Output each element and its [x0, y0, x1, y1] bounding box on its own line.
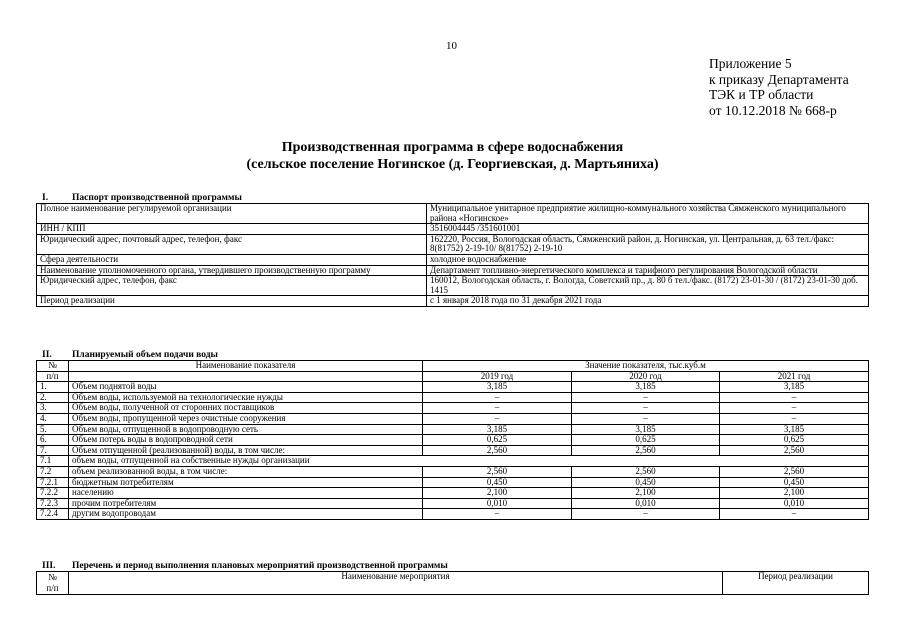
section-3-heading	[37, 561, 448, 571]
row-name: объем воды, отпущенной на собственные нужды организации	[69, 456, 869, 467]
value-cell: 3,185	[572, 424, 720, 435]
value-cell: 3,185	[572, 382, 720, 393]
value-cell: 0,010	[572, 498, 720, 509]
value-cell: 2,560	[572, 466, 720, 477]
value-cell: 2,560	[572, 445, 720, 456]
value-cell: –	[572, 392, 720, 403]
value-cell: –	[572, 509, 720, 520]
row-name: населению	[69, 488, 423, 499]
row-number: 5.	[37, 424, 69, 435]
row-number: 7.2.1	[37, 477, 69, 488]
row-name: Объем воды, полученной от сторонних поставщиков	[69, 403, 423, 414]
appendix-line-2: к приказу Департамента	[709, 71, 849, 87]
table-header-row	[37, 361, 869, 372]
section-2-number: II.	[42, 350, 52, 360]
table-row	[37, 403, 869, 414]
activities-table	[36, 571, 869, 595]
water-volume-table	[36, 360, 869, 520]
table-row	[37, 445, 869, 456]
row-number: 7.1	[37, 456, 69, 467]
value-cell: 0,625	[720, 435, 869, 446]
value-cell: –	[572, 403, 720, 414]
table-row	[37, 435, 869, 446]
passport-value: Муниципальное унитарное предприятие жилищно-коммунального хозяйства Сямженского муниципального района «Ногинское»	[427, 204, 869, 224]
column-header-activity: Наименование мероприятия	[69, 572, 723, 595]
value-cell: –	[720, 392, 869, 403]
section-3-number: III.	[42, 561, 56, 571]
table-header-row	[37, 371, 869, 382]
row-number: 7.2.2	[37, 488, 69, 499]
row-number: 2.	[37, 392, 69, 403]
value-cell: –	[423, 413, 572, 424]
table-row	[37, 509, 869, 520]
header-no-line-2: п/п	[46, 583, 59, 593]
value-cell: –	[423, 509, 572, 520]
appendix-line-4: от 10.12.2018 № 668-р	[709, 102, 837, 118]
row-name: Объем отпущенной (реализованной) воды, в том числе:	[69, 445, 423, 456]
table-row	[37, 265, 869, 276]
passport-label: Сфера деятельности	[37, 254, 427, 265]
column-header-value-group: Значение показателя, тыс.куб.м	[423, 361, 869, 372]
table-row	[37, 254, 869, 265]
passport-label: Период реализации	[37, 296, 427, 307]
value-cell: –	[572, 413, 720, 424]
passport-label: Наименование уполномоченного органа, утвердившего производственную программу	[37, 265, 427, 276]
value-cell: 3,185	[720, 382, 869, 393]
passport-value: 162220, Россия, Вологодская область, Сямженский район, д. Ногинская, ул. Центральная, д. 63 тел./факс: 8(81752) 2-19-10/ 8(81752) 2-19-10	[427, 234, 869, 254]
row-name: Объем поднятой воды	[69, 382, 423, 393]
passport-label: ИНН / КПП	[37, 224, 427, 235]
title-line-2: (сельское поселение Ногинское (д. Георгиевская, д. Мартьяниха)	[246, 157, 659, 172]
row-name: объем реализованной воды, в том числе:	[69, 466, 423, 477]
appendix-line-1: Приложение 5	[709, 56, 792, 71]
passport-value: 3516004445 /351601001	[427, 224, 869, 235]
column-header-no: №	[37, 361, 69, 372]
section-1-heading	[37, 193, 242, 203]
value-cell: 2,100	[720, 488, 869, 499]
passport-label: Юридический адрес, почтовый адрес, телефон, факс	[37, 234, 427, 254]
value-cell: 3,185	[720, 424, 869, 435]
value-cell: 0,450	[423, 477, 572, 488]
passport-value: с 1 января 2018 года по 31 декабря 2021 года	[427, 296, 869, 307]
value-cell: 0,625	[423, 435, 572, 446]
row-number: 7.	[37, 445, 69, 456]
passport-table	[36, 203, 869, 307]
table-row	[37, 413, 869, 424]
column-header-no	[37, 572, 69, 595]
table-row	[37, 424, 869, 435]
document-title	[0, 139, 905, 173]
column-header-year: 2021 год	[720, 371, 869, 382]
row-name: Объем потерь воды в водопроводной сети	[69, 435, 423, 446]
value-cell: –	[720, 413, 869, 424]
value-cell: 2,560	[423, 445, 572, 456]
row-number: 1.	[37, 382, 69, 393]
value-cell: 2,560	[720, 466, 869, 477]
section-3-title: Перечень и период выполнения плановых мероприятий производственной программы	[72, 561, 448, 571]
table-row	[37, 498, 869, 509]
row-number: 3.	[37, 403, 69, 414]
appendix-note	[709, 56, 849, 118]
table-row	[37, 488, 869, 499]
row-number: 7.2.4	[37, 509, 69, 520]
section-1-title: Паспорт производственной программы	[72, 193, 242, 203]
row-number: 4.	[37, 413, 69, 424]
section-2-heading	[37, 350, 218, 360]
section-1-number: I.	[42, 193, 49, 203]
column-header-period: Период реализации	[723, 572, 869, 595]
passport-label: Полное наименование регулируемой организации	[37, 204, 427, 224]
column-header-name: Наименование показателя	[69, 361, 423, 372]
value-cell: –	[720, 403, 869, 414]
row-name: Объем воды, пропущенной через очистные сооружения	[69, 413, 423, 424]
value-cell: 2,560	[720, 445, 869, 456]
table-row	[37, 234, 869, 254]
value-cell: 2,100	[572, 488, 720, 499]
passport-value: 160012, Вологодская область, г. Вологда, Советский пр., д. 80 б тел./факс. (8172) 23-01-30 / (8172) 23-01-30 доб. 1415	[427, 276, 869, 296]
table-row	[37, 224, 869, 235]
table-row	[37, 392, 869, 403]
row-name: другим водопроводам	[69, 509, 423, 520]
table-row	[37, 382, 869, 393]
value-cell: 0,450	[572, 477, 720, 488]
passport-value: холодное водоснабжение	[427, 254, 869, 265]
table-row	[37, 456, 869, 467]
row-name: бюджетным потребителям	[69, 477, 423, 488]
row-number: 6.	[37, 435, 69, 446]
column-header-year: 2020 год	[572, 371, 720, 382]
appendix-line-3: ТЭК и ТР области	[709, 87, 814, 102]
table-row	[37, 296, 869, 307]
value-cell: 2,100	[423, 488, 572, 499]
value-cell: 3,185	[423, 382, 572, 393]
table-row	[37, 466, 869, 477]
row-number: 7.2.3	[37, 498, 69, 509]
table-row	[37, 204, 869, 224]
row-name: Объем воды, используемой на технологические нужды	[69, 392, 423, 403]
value-cell: 0,450	[720, 477, 869, 488]
value-cell: –	[423, 392, 572, 403]
column-header-blank	[69, 371, 423, 382]
row-name: прочим потребителям	[69, 498, 423, 509]
passport-label: Юридический адрес, телефон, факс	[37, 276, 427, 296]
page-number: 10	[446, 40, 457, 52]
value-cell: 3,185	[423, 424, 572, 435]
value-cell: –	[720, 509, 869, 520]
table-header-row	[37, 572, 869, 595]
row-name: Объем воды, отпущенной в водопроводную сеть	[69, 424, 423, 435]
table-row	[37, 477, 869, 488]
title-line-1: Производственная программа в сфере водоснабжения	[281, 140, 624, 155]
value-cell: 2,560	[423, 466, 572, 477]
passport-value: Департамент топливно-энергетического комплекса и тарифного регулирования Вологодской области	[427, 265, 869, 276]
value-cell: 0,625	[572, 435, 720, 446]
column-header-year: 2019 год	[423, 371, 572, 382]
value-cell: –	[423, 403, 572, 414]
section-2-title: Планируемый объем подачи воды	[72, 350, 218, 360]
value-cell: 0,010	[423, 498, 572, 509]
table-row	[37, 276, 869, 296]
header-no-line-1: №	[48, 572, 57, 582]
value-cell: 0,010	[720, 498, 869, 509]
row-number: 7.2	[37, 466, 69, 477]
column-header-no-sub: п/п	[37, 371, 69, 382]
